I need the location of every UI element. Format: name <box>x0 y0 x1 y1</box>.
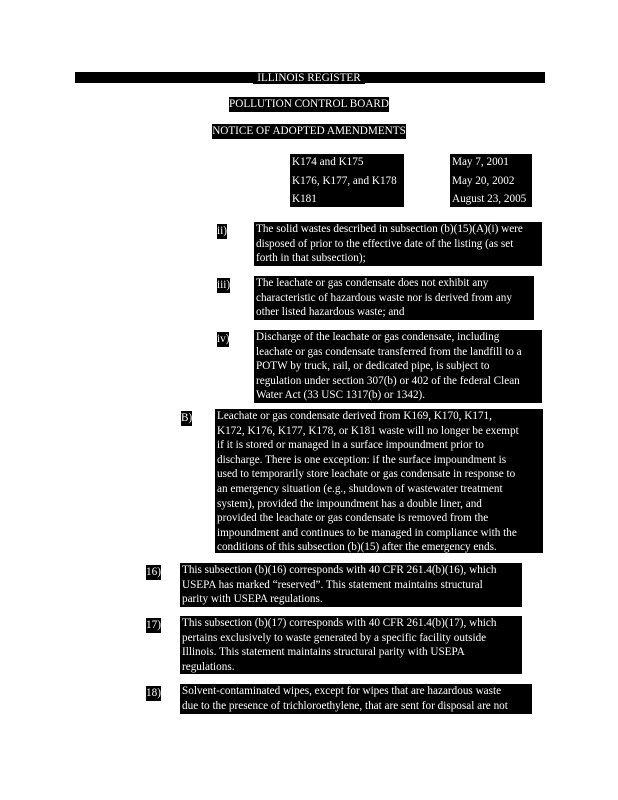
subitem-text: The leachate or gas condensate does not exhibit any characteristic of hazardous waste nor is derived from any other listed hazardous waste; and <box>254 276 534 320</box>
subitem-text: The solid wastes described in subsection (b)(15)(A)(i) were disposed of prior to the effective date of the listing (as set forth in that subsection); <box>254 222 542 266</box>
subsection-text: This subsection (b)(17) corresponds with 40 CFR 261.4(b)(17), which pertains exclusively to waste generated by a specific facility outside Illinois. This statement maintains structural parity with USEPA regulations. <box>180 616 522 674</box>
item-label: B) <box>181 412 193 424</box>
subitem-text: Discharge of the leachate or gas condensate, including leachate or gas condensate transferred from the landfill to a POTW by truck, rail, or dedicated pipe, is subject to regulation under section 307(b) or 402 of the federal Clean Water Act (33 USC 1317(b) or 1342). <box>254 330 542 403</box>
board-name: POLLUTION CONTROL BOARD <box>229 98 389 110</box>
subsection-number: 16) <box>146 566 161 578</box>
listing-code: K176, K177, and K178 <box>292 174 397 187</box>
register-title: ILLINOIS REGISTER <box>0 71 618 86</box>
listing-date: May 20, 2002 <box>452 174 515 187</box>
subsection-number: 17) <box>146 619 161 631</box>
subitem-label: iv) <box>217 333 230 345</box>
listing-code: K174 and K175 <box>292 156 364 168</box>
subitem-label: ii) <box>217 225 227 237</box>
listing-codes-block <box>290 154 404 207</box>
subsection-text: This subsection (b)(16) corresponds with 40 CFR 261.4(b)(16), which USEPA has marked “reserved”. This statement maintains structural parity with USEPA regulations. <box>180 563 522 607</box>
notice-title: NOTICE OF ADOPTED AMENDMENTS <box>212 125 406 137</box>
listing-date: May 7, 2001 <box>452 156 509 168</box>
item-b-text: Leachate or gas condensate derived from K169, K170, K171, K172, K176, K177, K178, or K181 waste will no longer be exempt if it is stored or managed in a surface impoundment prior to discharge. There is one exception: if the surface impoundment is used to temporarily store leachate or gas condensate in response to an emergency situation (e.g., shutdown of wastewater treatment system), provided the impoundment has a double liner, and provided the leachate or gas condensate is removed from the impoundment and continues to be managed in compliance with the conditions of this subsection (b)(15) after the emergency ends. <box>215 409 543 553</box>
listing-dates-block <box>450 154 532 207</box>
listing-code: K181 <box>292 193 317 206</box>
subsection-text: Solvent-contaminated wipes, except for wipes that are hazardous waste due to the presence of trichloroethylene, that are sent for disposal are not <box>180 684 532 714</box>
subitem-label: iii) <box>217 279 231 291</box>
listing-date: August 23, 2005 <box>452 193 527 206</box>
subsection-number: 18) <box>146 687 161 699</box>
